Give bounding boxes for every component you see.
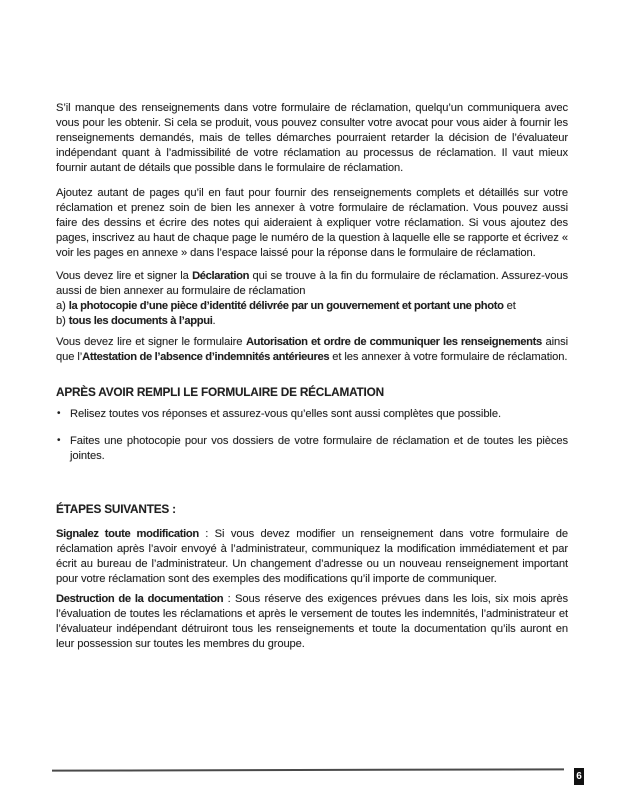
bullet-item-review-answers — [56, 407, 568, 422]
paragraph-add-pages: Ajoutez autant de pages qu’il en faut pour fournir des renseignements complets et détaillés sur votre réclamation et prenez soin de bien les annexer à votre formulaire de réclamation. Vous pouvez aussi faire des dessins et écrire des notes qui aideraient à expliquer votre réclamation. Si vous ajoutez des pages, inscrivez au haut de chaque page le numéro de la question à laquelle elle se rapporte et écrivez « voir les pages en annexe » dans l’espace laissé pour la réponse dans le formulaire de réclamation. — [56, 187, 568, 259]
declaration-lead: Vous devez lire et signer la — [56, 270, 193, 282]
bullet-marker: • — [57, 408, 61, 419]
heading-next-steps: ÉTAPES SUIVANTES : — [56, 502, 176, 516]
authorization-bold-form-name: Autorisation et ordre de communiquer les renseignements — [245, 336, 542, 348]
authorization-mid: ainsi que l’ — [56, 336, 568, 363]
paragraph-declaration — [56, 269, 568, 329]
bullet-item-make-photocopy — [56, 434, 568, 464]
item-b-bold: tous les documents à l’appui — [68, 315, 213, 327]
authorization-lead: Vous devez lire et signer le formulaire — [56, 336, 246, 348]
paragraph-destruction-documentation — [56, 592, 568, 652]
bullet-text: Relisez toutes vos réponses et assurez-vous qu’elles sont aussi complètes que possible. — [70, 408, 501, 420]
attestation-bold-form-name: Attestation de l’absence d’indemnités antérieures — [82, 351, 330, 363]
report-changes-bold-lead: Signalez toute modification — [56, 528, 199, 540]
declaration-bold-term: Déclaration — [192, 270, 250, 282]
item-a-bold: la photocopie d’une pièce d’identité délivrée par un gouvernement et portant une photo — [68, 300, 504, 312]
heading-after-filling-form: APRÈS AVOIR REMPLI LE FORMULAIRE DE RÉCLAMATION — [56, 385, 384, 399]
item-a-prefix: a) — [56, 300, 69, 312]
authorization-tail: et les annexer à votre formulaire de réclamation. — [329, 351, 568, 363]
item-a-suffix: et — [503, 300, 516, 312]
bullet-text: Faites une photocopie pour vos dossiers de votre formulaire de réclamation et de toutes les pièces jointes. — [70, 435, 568, 462]
item-b-suffix: . — [212, 315, 216, 327]
destruction-bold-lead: Destruction de la documentation — [56, 593, 224, 605]
footer-rule — [52, 768, 564, 771]
paragraph-report-changes — [56, 527, 568, 587]
page-number-badge: 6 — [574, 768, 584, 785]
paragraph-authorization — [56, 335, 568, 365]
item-b-prefix: b) — [56, 315, 69, 327]
destruction-text: : Sous réserve des exigences prévues dans les lois, six mois après l’évaluation de toutes les réclamations et après le versement de toutes les indemnités, l’administrateur et l’évaluateur indépendant détruiront tous les renseignements et toute la documentation qu’ils auront en leur possession sur toutes les membres du groupe. — [56, 593, 568, 650]
paragraph-missing-info: S’il manque des renseignements dans votre formulaire de réclamation, quelqu’un communiquera avec vous pour les obtenir. Si cela se produit, vous pouvez consulter votre avocat pour vous aider à fournir les renseignements demandés, mais de telles démarches pourraient retarder la décision de l’évaluateur indépendant quant à l’admissibilité de votre réclamation au processus de réclamation. Il vaut mieux fournir autant de détails que possible dans le formulaire de réclamation. — [56, 102, 568, 174]
bullet-marker: • — [57, 435, 61, 446]
declaration-tail: qui se trouve à la fin du formulaire de réclamation. Assurez-vous aussi de bien annexer au formulaire de réclamation — [56, 270, 568, 297]
report-changes-text: : Si vous devez modifier un renseignement dans votre formulaire de réclamation après l’avoir envoyé à l’administrateur, communiquez la modification immédiatement et par écrit au bureau de l’administrateur. Un changement d’adresse ou un nouveau renseignement important pour votre réclamation sont des exemples des modifications qu’il importe de communiquer. — [56, 528, 568, 585]
